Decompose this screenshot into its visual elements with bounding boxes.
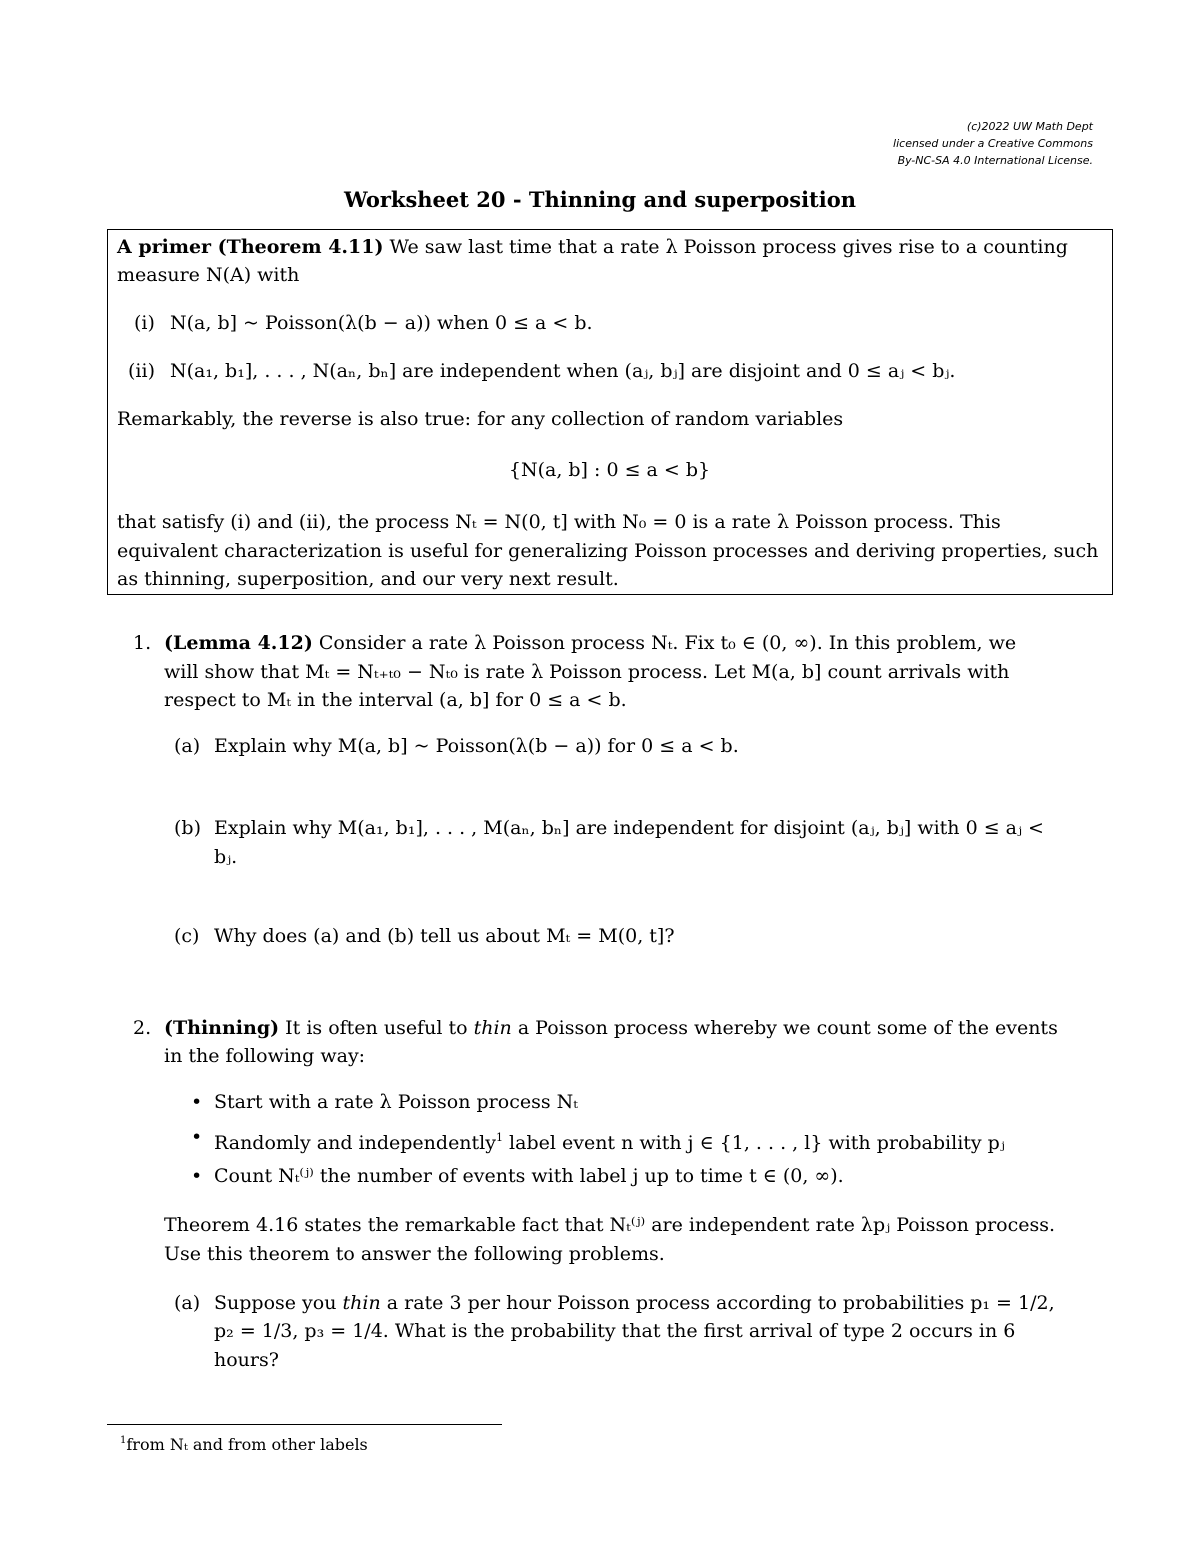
primer-item-i-label: (i) [134, 312, 155, 334]
problem-2-text-1a: It is often useful to [285, 1017, 468, 1039]
primer-intro-line-2: measure N(A) with [117, 264, 300, 286]
footnote-mark: 1 [120, 1435, 127, 1446]
problem-2a-label: (a) [174, 1292, 201, 1314]
problem-1-line-3: respect to Mₜ in the interval (a, b] for 0 ≤ a < b. [164, 689, 627, 711]
footnote-divider [107, 1424, 502, 1425]
problem-2a-text-1b: a rate 3 per hour Poisson process according to probabilities p₁ = 1/2, [386, 1292, 1055, 1314]
problem-1a-label: (a) [174, 735, 201, 757]
problem-2-number: 2. [133, 1017, 152, 1039]
page-title: Worksheet 20 - Thinning and superposition [343, 187, 857, 212]
footnote-text: from Nₜ and from other labels [126, 1435, 368, 1454]
problem-1-line-2: will show that Mₜ = Nₜ₊ₜ₀ − Nₜ₀ is rate λ Poisson process. Let M(a, b] count arrivals with [164, 661, 1010, 683]
problem-2-text-1b: a Poisson process whereby we count some of the events [517, 1017, 1058, 1039]
problem-1b-text-1: Explain why M(a₁, b₁], . . . , M(aₙ, bₙ] are independent for disjoint (aⱼ, bⱼ] with 0 ≤ aⱼ < [214, 817, 1044, 839]
license-line-2: licensed under a Creative Commons [893, 137, 1093, 150]
problem-2-line-2: in the following way: [164, 1045, 366, 1067]
problem-2a-text-1-emph: thin [342, 1292, 381, 1314]
license-line-1: (c)2022 UW Math Dept [966, 120, 1093, 133]
primer-heading: A primer (Theorem 4.11) [117, 236, 384, 258]
problem-1-heading: (Lemma 4.12) [164, 632, 313, 654]
problem-2-text-1-emph: thin [473, 1017, 512, 1039]
problem-2a-text-1a: Suppose you [214, 1292, 337, 1314]
footnote-ref: 1 [496, 1131, 503, 1144]
primer-intro-text-1: We saw last time that a rate λ Poisson process gives rise to a counting [389, 236, 1068, 258]
primer-conclusion-1: that satisfy (i) and (ii), the process Nₜ = N(0, t] with N₀ = 0 is a rate λ Poisson process. This [117, 511, 1001, 533]
bullet-2-line [214, 1123, 1005, 1158]
theorem-line-1: Theorem 4.16 states the remarkable fact that Nₜ⁽ʲ⁾ are independent rate λpⱼ Poisson process. [164, 1214, 1056, 1236]
problem-1b-label: (b) [174, 817, 201, 839]
bullet-2-marker: • [191, 1126, 203, 1148]
primer-item-i-text: N(a, b] ~ Poisson(λ(b − a)) when 0 ≤ a < b. [170, 312, 593, 334]
license-notice [893, 118, 1093, 169]
problem-1-line-1 [164, 629, 1016, 658]
bullet-1-marker: • [191, 1091, 203, 1113]
problem-1a-text: Explain why M(a, b] ~ Poisson(λ(b − a)) for 0 ≤ a < b. [214, 735, 739, 757]
bullet-3-marker: • [191, 1165, 203, 1187]
bullet-1-text: Start with a rate λ Poisson process Nₜ [214, 1091, 578, 1113]
problem-2a-line-1 [214, 1289, 1055, 1318]
primer-conclusion-2: equivalent characterization is useful for generalizing Poisson processes and deriving properties, such [117, 540, 1099, 562]
primer-item-ii-text: N(a₁, b₁], . . . , N(aₙ, bₙ] are independent when (aⱼ, bⱼ] are disjoint and 0 ≤ aⱼ < bⱼ. [170, 360, 956, 382]
primer-box [107, 229, 1113, 595]
problem-2-line-1 [164, 1014, 1058, 1043]
primer-display-set: {N(a, b] : 0 ≤ a < b} [508, 459, 711, 481]
footnote [120, 1430, 368, 1456]
problem-1-number: 1. [133, 632, 152, 654]
theorem-line-2: Use this theorem to answer the following problems. [164, 1243, 665, 1265]
problem-2a-line-3: hours? [214, 1349, 279, 1371]
primer-intro-line-1 [117, 233, 1068, 262]
problem-1c-text: Why does (a) and (b) tell us about Mₜ = M(0, t]? [214, 925, 675, 947]
license-line-3: By-NC-SA 4.0 International License. [897, 154, 1093, 167]
problem-1b-text-2: bⱼ. [214, 846, 238, 868]
problem-1-text-1: Consider a rate λ Poisson process Nₜ. Fix t₀ ∈ (0, ∞). In this problem, we [318, 632, 1017, 654]
bullet-2-text-b: label event n with j ∈ {1, . . . , l} with probability pⱼ [509, 1132, 1005, 1154]
primer-conclusion-3: as thinning, superposition, and our very next result. [117, 568, 619, 590]
problem-2-heading: (Thinning) [164, 1017, 280, 1039]
problem-1c-label: (c) [174, 925, 200, 947]
bullet-3-text: Count Nₜ⁽ʲ⁾ the number of events with label j up to time t ∈ (0, ∞). [214, 1165, 844, 1187]
primer-item-ii-label: (ii) [128, 360, 155, 382]
problem-2a-line-2: p₂ = 1/3, p₃ = 1/4. What is the probability that the first arrival of type 2 occurs in 6 [214, 1320, 1016, 1342]
primer-remark: Remarkably, the reverse is also true: for any collection of random variables [117, 408, 844, 430]
bullet-2-text-a: Randomly and independently [214, 1132, 496, 1154]
